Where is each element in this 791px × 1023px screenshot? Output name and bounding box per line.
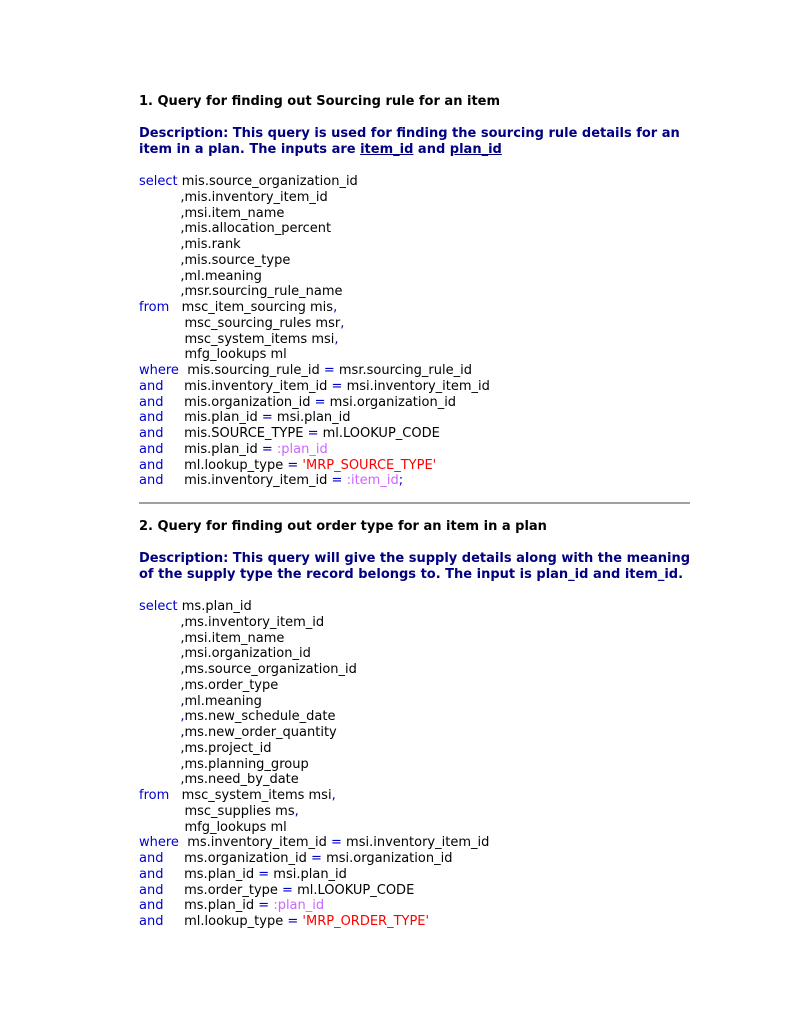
- code-line: [139, 379, 699, 395]
- sql-keyword: from: [139, 788, 182, 803]
- code-line: [139, 835, 699, 851]
- sql-text: mis.source_organization_id: [181, 174, 358, 189]
- sql-keyword: and: [139, 457, 185, 473]
- section-2-heading: 2. Query for finding out order type for an item in a plan: [139, 519, 547, 534]
- sql-text: ms.organization_id: [184, 851, 312, 866]
- code-line: [139, 363, 699, 379]
- sql-text: msc_supplies ms: [139, 803, 295, 819]
- code-line: [139, 772, 699, 788]
- sql-text: mfg_lookups ml: [139, 347, 287, 363]
- sql-text: msc_system_items msi: [181, 788, 332, 803]
- sql-operator: =: [282, 882, 293, 898]
- code-line: [139, 898, 699, 914]
- code-line: [139, 347, 699, 363]
- code-line: [139, 316, 699, 332]
- code-line: [139, 867, 699, 883]
- sql-text: mis.organization_id: [184, 394, 315, 410]
- code-line: [139, 914, 699, 930]
- sql-text: msi.organization_id: [321, 851, 453, 866]
- description-text: Description: This query is used for finding the sourcing rule details for an item in a plan. The inputs are: [139, 126, 680, 157]
- section-divider: [139, 502, 690, 504]
- section-2-description: Description: This query will give the supply details along with the meaning of the supply type the record belongs to. The input is plan_id and item_id.: [139, 551, 691, 582]
- sql-operator: =: [287, 914, 299, 929]
- code-line: [139, 253, 699, 269]
- sql-text: ,ms.order_type: [139, 677, 279, 693]
- sql-keyword: and: [139, 851, 185, 866]
- sql-operator: ,: [294, 803, 299, 819]
- sql-text: ,ml.meaning: [139, 693, 262, 709]
- sql-operator: ;: [398, 473, 404, 489]
- section-1-description: [139, 126, 699, 158]
- sql-text: mis.inventory_item_id: [184, 473, 332, 489]
- sql-text: ms.plan_id: [184, 898, 259, 914]
- sql-bind-variable: :plan_id: [276, 441, 328, 457]
- code-line: [139, 269, 699, 285]
- sql-operator: ,: [331, 788, 336, 803]
- sql-operator: =: [287, 457, 299, 473]
- sql-operator: =: [261, 441, 273, 457]
- sql-code-block-2: [139, 599, 699, 930]
- code-line: [139, 631, 699, 647]
- code-line: [139, 662, 699, 678]
- description-conjunction: and: [413, 142, 450, 157]
- sql-text: mis.sourcing_rule_id: [187, 363, 324, 378]
- sql-text: ,msi.organization_id: [139, 646, 311, 662]
- sql-keyword: select: [139, 599, 182, 614]
- sql-text: ml.LOOKUP_CODE: [318, 426, 440, 441]
- code-line: [139, 820, 699, 836]
- sql-text: ms.plan_id: [181, 599, 252, 614]
- sql-keyword: and: [139, 866, 185, 882]
- sql-keyword: and: [139, 898, 185, 914]
- sql-text: msr.sourcing_rule_id: [334, 363, 472, 378]
- sql-operator: =: [311, 851, 322, 866]
- code-line: [139, 395, 699, 411]
- sql-string-literal: 'MRP_SOURCE_TYPE': [302, 457, 437, 473]
- code-line: [139, 851, 699, 867]
- code-line: [139, 694, 699, 710]
- sql-text: mis.plan_id: [184, 441, 262, 457]
- sql-operator: =: [331, 378, 343, 394]
- sql-keyword: and: [139, 394, 185, 410]
- sql-keyword: where: [139, 835, 188, 851]
- code-line: [139, 284, 699, 300]
- sql-keyword: and: [139, 426, 185, 441]
- sql-text: msi.inventory_item_id: [341, 835, 490, 851]
- sql-text: ,ms.planning_group: [139, 756, 309, 772]
- code-line: [139, 741, 699, 757]
- code-line: [139, 190, 699, 206]
- sql-text: ,ms.source_organization_id: [139, 662, 357, 677]
- sql-text: ,ms.need_by_date: [139, 772, 299, 788]
- sql-text: ,msi.item_name: [139, 205, 285, 221]
- sql-string-literal: 'MRP_ORDER_TYPE': [302, 914, 430, 929]
- sql-text: ml.lookup_type: [184, 457, 288, 473]
- sql-text: ms.inventory_item_id: [187, 835, 332, 851]
- sql-text: msc_item_sourcing mis: [181, 300, 334, 315]
- sql-text: ,ms.inventory_item_id: [139, 614, 325, 630]
- sql-text: ,ms.new_order_quantity: [139, 725, 337, 740]
- code-line: [139, 804, 699, 820]
- code-line: [139, 174, 699, 190]
- sql-keyword: and: [139, 473, 185, 489]
- sql-keyword: where: [139, 363, 188, 378]
- sql-operator: =: [314, 394, 326, 410]
- sql-text: [139, 709, 180, 724]
- code-line: [139, 757, 699, 773]
- sql-text: ms.new_schedule_date: [184, 709, 336, 725]
- sql-text: msi.inventory_item_id: [342, 378, 490, 394]
- sql-text: ,mis.allocation_percent: [139, 221, 332, 237]
- sql-operator: =: [307, 426, 319, 441]
- code-line: [139, 709, 699, 725]
- code-line: [139, 332, 699, 348]
- code-line: [139, 615, 699, 631]
- code-line: [139, 237, 699, 253]
- sql-text: ms.plan_id: [184, 866, 259, 882]
- sql-keyword: select: [139, 174, 182, 189]
- query-section-2: [139, 519, 699, 930]
- sql-code-block-1: [139, 174, 699, 489]
- code-line: [139, 788, 699, 804]
- code-line: [139, 458, 699, 474]
- sql-text: ,ms.project_id: [139, 740, 272, 756]
- sql-operator: =: [323, 363, 335, 378]
- input-plan-id: plan_id: [449, 142, 502, 157]
- sql-operator: =: [331, 473, 343, 489]
- sql-keyword: and: [139, 441, 185, 457]
- sql-keyword: and: [139, 882, 185, 898]
- query-section-1: [139, 94, 699, 489]
- sql-operator: ,: [334, 331, 339, 347]
- sql-bind-variable: :item_id: [346, 473, 399, 489]
- sql-text: mis.plan_id: [184, 410, 262, 426]
- code-line: [139, 206, 699, 222]
- sql-text: mis.SOURCE_TYPE: [184, 426, 308, 441]
- sql-operator: =: [258, 866, 270, 882]
- sql-text: ms.order_type: [184, 882, 283, 898]
- sql-bind-variable: :plan_id: [273, 898, 325, 914]
- sql-text: ,msr.sourcing_rule_name: [139, 284, 343, 300]
- sql-keyword: and: [139, 410, 185, 426]
- sql-text: msc_sourcing_rules msr: [139, 315, 341, 331]
- sql-text: msc_system_items msi: [139, 331, 335, 347]
- sql-text: ,msi.item_name: [139, 630, 285, 646]
- sql-text: ,mis.rank: [139, 237, 241, 252]
- sql-text: ,mis.inventory_item_id: [139, 189, 328, 205]
- sql-operator: =: [261, 410, 273, 426]
- code-line: [139, 473, 699, 489]
- sql-keyword: from: [139, 300, 182, 315]
- code-line: [139, 883, 699, 899]
- sql-text: mis.inventory_item_id: [184, 378, 332, 394]
- section-1-heading: 1. Query for finding out Sourcing rule for an item: [139, 94, 501, 109]
- sql-text: msi.plan_id: [269, 866, 347, 882]
- code-line: [139, 678, 699, 694]
- code-line: [139, 221, 699, 237]
- sql-text: ml.lookup_type: [184, 914, 288, 929]
- code-line: [139, 300, 699, 316]
- sql-operator: ,: [340, 315, 345, 331]
- sql-operator: =: [331, 835, 342, 851]
- sql-text: mfg_lookups ml: [139, 819, 287, 835]
- sql-operator: =: [258, 898, 270, 914]
- sql-operator: ,: [333, 300, 338, 315]
- code-line: [139, 410, 699, 426]
- sql-text: msi.organization_id: [325, 394, 457, 410]
- code-line: [139, 725, 699, 741]
- code-line: [139, 426, 699, 442]
- sql-text: msi.plan_id: [272, 410, 351, 426]
- sql-text: ,mis.source_type: [139, 252, 291, 268]
- code-line: [139, 442, 699, 458]
- sql-text: ml.LOOKUP_CODE: [292, 882, 415, 898]
- code-line: [139, 646, 699, 662]
- sql-operator: ,: [180, 709, 185, 725]
- code-line: [139, 599, 699, 615]
- sql-keyword: and: [139, 378, 185, 394]
- input-item-id: item_id: [360, 142, 414, 157]
- sql-text: ,ml.meaning: [139, 268, 262, 284]
- sql-keyword: and: [139, 914, 185, 929]
